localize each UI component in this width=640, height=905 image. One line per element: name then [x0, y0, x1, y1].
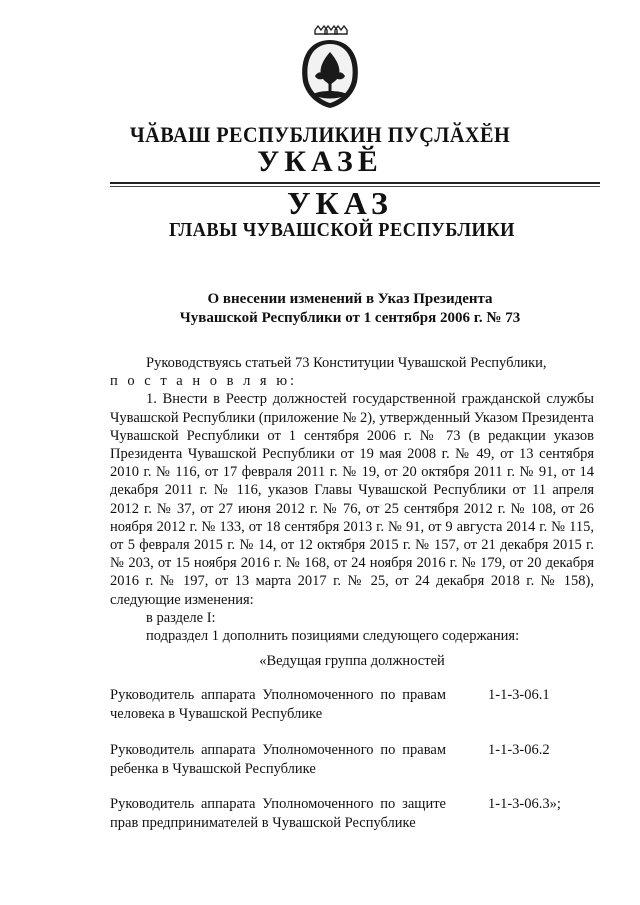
section-paragraph: в разделе I: — [146, 609, 216, 626]
postanovlyayu-text: п о с т а н о в л я ю: — [110, 373, 298, 390]
item-1-paragraph: 1. Внести в Реестр должностей государственной гражданской службы Чувашской Республики (приложение № 2), утвержденный Указом Президента Чувашской Республики от 1 сентября 2006 г. № 73 (в редакции указов Президента Чувашской Республики от 19 мая 2008 г. № 49, от 13 сентября 2010 г. № 116, от 17 февраля 2011 г. № 19, от 20 октября 2011 г. № 91, от 14 декабря 2011 г. № 116, указов Главы Чувашской Республики от 11 апреля 2012 г. № 37, от 27 июня 2012 г. № 76, от 25 сентября 2012 г. № 108, от 26 ноября 2012 г. № 133, от 18 сентября 2013 г. № 91, от 9 августа 2014 г. № 115, от 5 февраля 2015 г. № 14, от 12 октября 2015 г. № 157, от 21 декабря 2015 г. № 203, от 15 ноября 2016 г. № 168, от 24 ноября 2016 г. № 179, от 20 декабря 2016 г. № 197, от 13 марта 2017 г. № 25, от 24 декабря 2018 г. № 158), следующие изменения: — [110, 391, 594, 608]
russian-ukaz-heading: УКАЗ — [287, 185, 393, 221]
chuvash-emblem-icon — [293, 24, 367, 112]
chuvash-ukaze-heading: УКАЗӖ — [257, 145, 383, 178]
position-name: Руководитель аппарата Уполномоченного по правам человека в Чувашской Республике — [110, 687, 446, 722]
intro-paragraph: Руководствуясь статьей 73 Конституции Чувашской Республики, — [146, 355, 547, 371]
header-divider-thick — [110, 182, 600, 184]
position-code: 1-1-3-06.2 — [488, 742, 550, 758]
document-title — [0, 290, 640, 328]
subsection-paragraph: подраздел 1 дополнить позициями следующего содержания: — [146, 628, 520, 645]
russian-subtitle: ГЛАВЫ ЧУВАШСКОЙ РЕСПУБЛИКИ — [169, 219, 515, 241]
document-body — [110, 354, 594, 645]
position-name: Руководитель аппарата Уполномоченного по защите прав предпринимателей в Чувашской Республике — [110, 796, 446, 831]
position-code: 1-1-3-06.1 — [488, 687, 550, 703]
positions-group-title: «Ведущая группа должностей — [259, 653, 445, 669]
document-title-line-1: О внесении изменений в Указ Президента — [207, 291, 493, 307]
position-name: Руководитель аппарата Уполномоченного по правам ребенка в Чувашской Республике — [110, 742, 446, 777]
document-title-line-2: Чувашской Республики от 1 сентября 2006 г. № 73 — [179, 310, 521, 326]
position-code: 1-1-3-06.3»; — [488, 796, 561, 812]
chuvash-header-title: ЧӐВАШ РЕСПУБЛИКИН ПУҪЛӐХӖН — [129, 122, 511, 147]
